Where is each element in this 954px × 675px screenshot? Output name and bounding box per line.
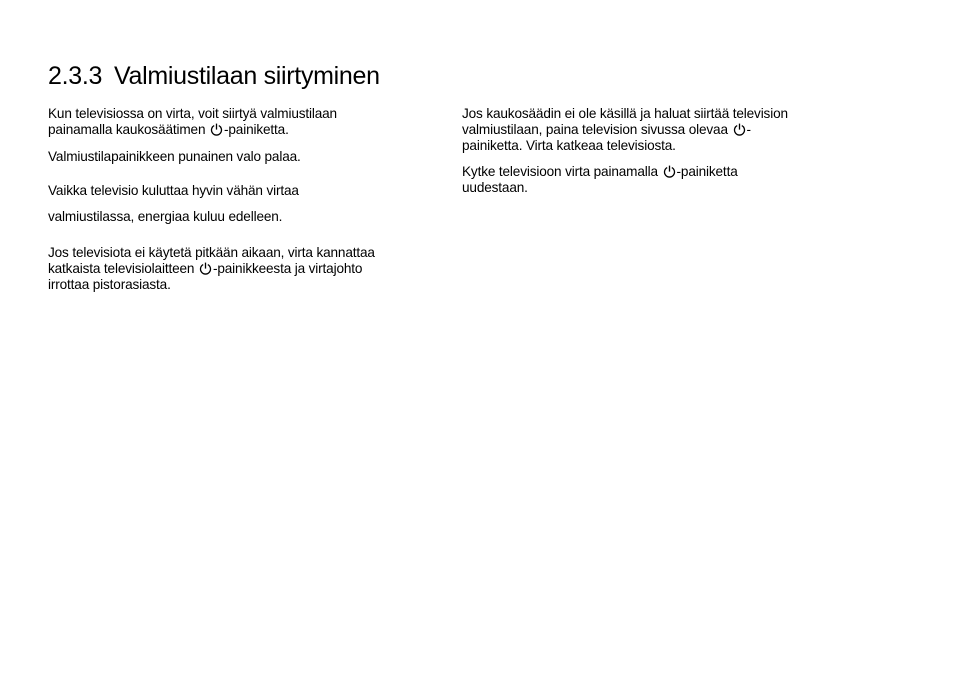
section-title: Valmiustilaan siirtyminen	[114, 62, 380, 90]
paragraph-standby-intro-line1: Kun televisiossa on virta, voit siirtyä valmiustilaan	[48, 106, 337, 121]
text-segment: -painikkeesta ja virtajohto	[212, 261, 363, 276]
power-icon	[733, 123, 746, 136]
paragraph-unplug-line2	[48, 261, 362, 277]
page-title	[48, 60, 380, 92]
paragraph-energy-line2: valmiustilassa, energiaa kuluu edelleen.	[48, 209, 283, 224]
paragraph-unplug-line1: Jos televisiota ei käytetä pitkään aikaan, virta kannattaa	[48, 245, 375, 260]
text-segment: -painiketta	[676, 164, 738, 179]
paragraph-tv-button-line1: Jos kaukosäädin ei ole käsillä ja haluat siirtää television	[462, 106, 788, 121]
text-segment: katkaista televisiolaitteen	[48, 261, 195, 276]
power-icon	[199, 262, 212, 275]
paragraph-tv-button-line3: painiketta. Virta katkeaa televisiosta.	[462, 138, 676, 153]
power-icon	[663, 165, 676, 178]
paragraph-tv-button-line2	[462, 122, 751, 138]
text-segment: valmiustilaan, paina television sivussa olevaa	[462, 122, 728, 137]
text-segment: Kytke televisioon virta painamalla	[462, 164, 658, 179]
paragraph-energy-line1: Vaikka televisio kuluttaa hyvin vähän virtaa	[48, 183, 299, 198]
text-segment: painamalla kaukosäätimen	[48, 122, 206, 137]
section-number: 2.3.3	[48, 62, 103, 90]
paragraph-unplug-line3: irrottaa pistorasiasta.	[48, 277, 171, 292]
paragraph-power-on-line1	[462, 164, 738, 180]
power-icon	[210, 123, 223, 136]
paragraph-red-light: Valmiustilapainikkeen punainen valo palaa.	[48, 149, 301, 164]
paragraph-power-on-line2: uudestaan.	[462, 180, 528, 195]
text-segment: -	[746, 122, 751, 137]
paragraph-standby-intro-line2	[48, 122, 289, 138]
text-segment: -painiketta.	[224, 122, 289, 137]
